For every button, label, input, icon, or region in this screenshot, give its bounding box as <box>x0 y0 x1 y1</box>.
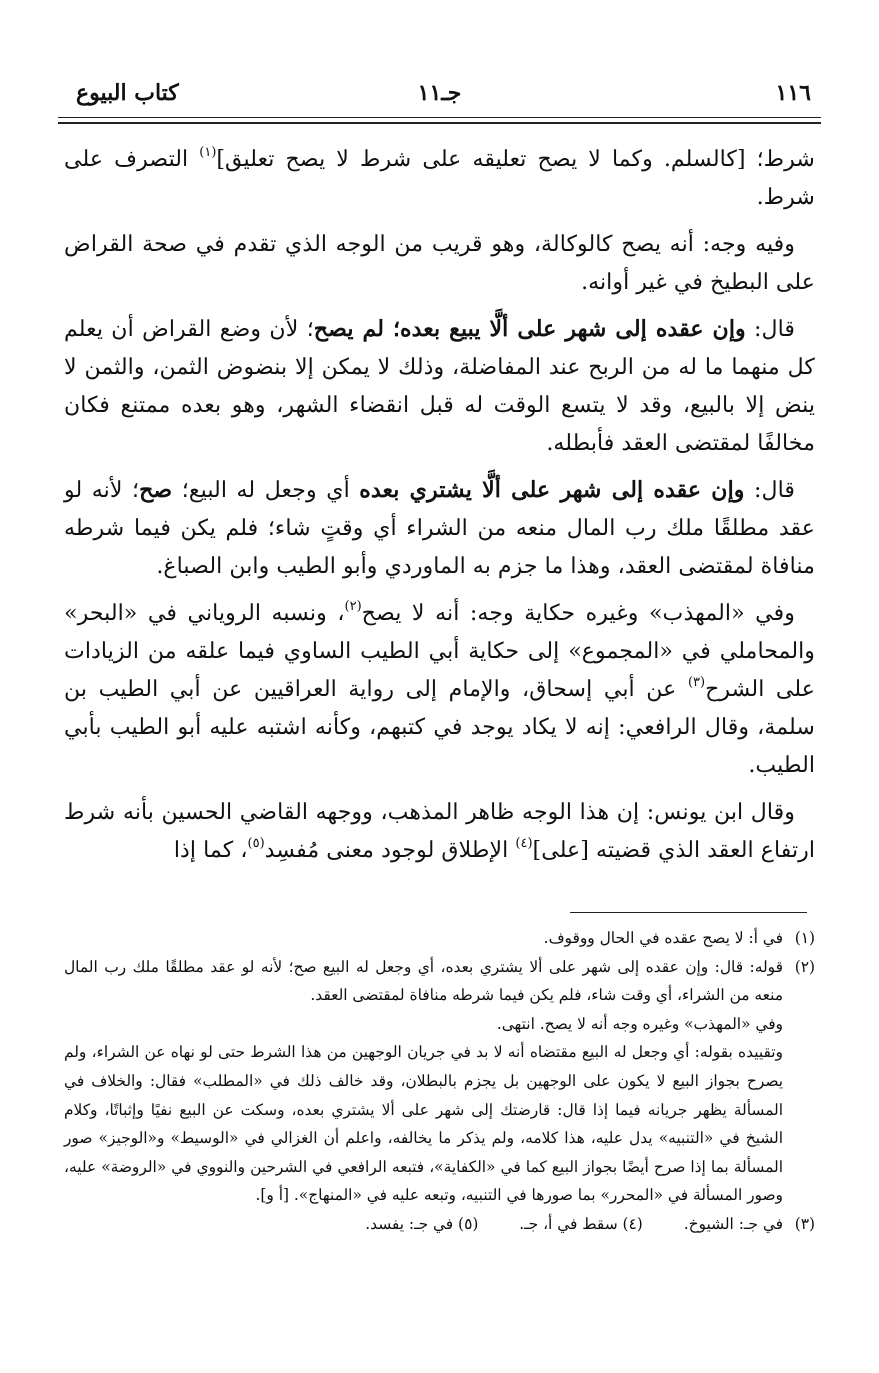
footnote-ref-2[interactable]: (٢) <box>344 598 362 614</box>
running-header <box>58 72 821 116</box>
text-run: شرط؛ [كالسلم. وكما لا يصح تعليقه على شرط لا يصح تعليق] <box>216 146 815 172</box>
header-rule-thick <box>58 122 821 124</box>
footnote-text: في أ: لا يصح عقده في الحال ووقوف. <box>543 929 783 947</box>
text-run: ، كما إذا <box>173 837 248 863</box>
main-text <box>64 140 815 878</box>
footnote-ref-1[interactable]: (١) <box>199 144 217 160</box>
footnote-ref-3[interactable]: (٣) <box>687 674 706 690</box>
paragraph-1 <box>64 140 815 216</box>
footnote-ref-4[interactable]: (٤) <box>515 835 533 851</box>
page-number: ١١٦ <box>775 80 811 106</box>
text-run: ؛ لأن وضع القراض أن يعلم كل منهما ما له من الربح عند المفاضلة، وذلك لا يمكن إلا بنضوض الثمن، والثمن لا ينض إلا بالبيع، وقد لا يتسع الوقت له قبل انقضاء الشهر، وهو بعده ممتنع فكان مخالفًا لمقتضى العقد فأبطله. <box>64 316 815 456</box>
paragraph-4 <box>64 471 815 585</box>
footnote-line: قوله: قال: وإن عقده إلى شهر على ألا يشتري بعده، أي وجعل له البيع صح؛ لأنه لو عقد مطلقًا ملك رب المال منعه من الشراء، أي وقت شاء، فلم يكن فيما شرطه منافاة لمقتضى العقد. <box>64 957 783 1005</box>
footnote-1 <box>64 924 815 953</box>
footnote-number: (٣) <box>794 1214 815 1233</box>
paragraph-2: وفيه وجه: أنه يصح كالوكالة، وهو قريب من الوجه الذي تقدم في صحة القراض على البطيخ في غير أوانه. <box>64 231 815 295</box>
quoted-matn: وإن عقده إلى شهر على ألَّا يبيع بعده؛ لم يصح <box>313 316 746 342</box>
quoted-matn: وإن عقده إلى شهر على ألَّا يشتري بعده <box>359 477 745 503</box>
footnote-number: (٢) <box>794 957 815 976</box>
text-run: وفي «المهذب» وغيره حكاية وجه: أنه لا يصح <box>361 600 795 626</box>
text-run: ؛ لأنه لو عقد مطلقًا ملك رب المال منعه من الشراء أي وقتٍ شاء؛ فلم يكن فيما شرطه منافاة لمقتضى العقد، وهذا ما جزم به الماوردي وأبو الطيب وابن الصباغ. <box>64 477 815 579</box>
paragraph-6 <box>64 793 815 869</box>
text-run: التصرف على شرط. <box>64 146 815 210</box>
text-run: ، ونسبه الروياني في «البحر» والمحاملي في «المجموع» إلى حكاية أبي الطيب الساوي فيما علقه من الزيادات على الشرح <box>64 600 816 702</box>
book-title: كتاب البيوع <box>76 80 179 106</box>
paragraph-3 <box>64 310 815 462</box>
footnote-3-4-5 <box>64 1210 815 1239</box>
footnote-number: (١) <box>794 929 815 947</box>
quoted-matn: صح <box>139 477 173 503</box>
text-run: الإطلاق لوجود معنى مُفسِد <box>264 837 516 863</box>
footnote-5-text: (٥) في جـ: يفسد. <box>365 1214 479 1233</box>
volume-label: جـ١١ <box>417 80 462 106</box>
text-run: وقال ابن يونس: إن هذا الوجه ظاهر المذهب، ووجهه القاضي الحسين بأنه شرط ارتفاع العقد الذي قضيته [على] <box>64 799 815 863</box>
paragraph-5 <box>64 594 815 784</box>
text-run: أي وجعل له البيع؛ <box>172 477 360 503</box>
footnote-3-text: في جـ: الشيوخ. <box>683 1214 783 1233</box>
footnotes <box>64 924 815 1239</box>
text-run: عن أبي إسحاق، والإمام إلى رواية العراقيين عن أبي الطيب بن سلمة، وقال الرافعي: إنه لا يكاد يوجد في كتبهم، وكأنه اشتبه عليه أبو الطيب بأبي الطيب. <box>64 676 815 778</box>
footnote-text <box>64 953 783 1210</box>
footnote-separator <box>570 912 807 913</box>
footnote-line: وفي «المهذب» وغيره وجه أنه لا يصح. انتهى. <box>496 1014 783 1033</box>
footnote-ref-5[interactable]: (٥) <box>247 835 265 851</box>
footnote-text <box>64 1210 783 1239</box>
footnote-line: وتقييده بقوله: أي وجعل له البيع مقتضاه أنه لا بد في جريان الوجهين من هذا الشرط حتى لو نهاه عن الشراء، ولم يصرح بجواز البيع لا يكون على الوجهين بل يجزم بالبطلان، وقد خالف ذلك في «المطلب» فقال: والخلاف في المسألة يظهر جريانه فيما إذا قال: قارضتك إلى شهر على ألا يشتري بعده، وسكت عن البيع نفيًا وإثباتًا، وكلام الشيخ في «التنبيه» يدل عليه، هذا كلامه، ولم يذكر ما يخالفه، واعلم أن الغزالي في «الوسيط» و«الوجيز» صور المسألة بما إذا صرح أيضًا بجواز البيع كما في «الكفاية»، فتبعه الرافعي في الشرحين والنووي في «الروضة» عليه، وصور المسألة في «المحرر» بما صورها في التنبيه، وتبعه عليه في «المنهاج». [أ و]. <box>64 1043 783 1205</box>
footnote-2 <box>64 953 815 1210</box>
header-rule-thin <box>58 117 821 118</box>
text-run: قال: <box>744 477 795 503</box>
footnote-4-text: (٤) سقط في أ، جـ. <box>519 1214 643 1233</box>
text-run: قال: <box>745 316 795 342</box>
